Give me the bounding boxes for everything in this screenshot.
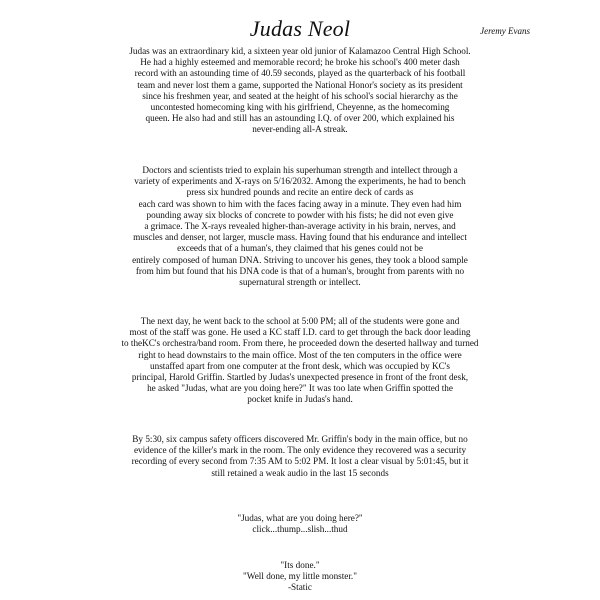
text-line: a grimace. The X-rays revealed higher-than-average activity in his brain, nerves, and (144, 221, 456, 232)
text-line: uncontested homecoming king with his girlfriend, Cheyenne, as the homecoming (150, 102, 450, 113)
text-line: muscles and denser, not larger, muscle mass. Having found that his endurance and intellect (133, 232, 467, 243)
dialogue-block (120, 513, 480, 535)
text-line: pocket knife in Judas's hand. (247, 394, 353, 405)
text-line: unstaffed apart from one computer at the front desk, which was occupied by KC's (150, 360, 450, 371)
document-title: Judas Neol (249, 16, 351, 41)
closing-dialogue-block (120, 560, 480, 594)
text-line: record with an astounding time of 40.59 seconds, played as the quarterback of his football (134, 68, 466, 79)
paragraph-4 (120, 434, 480, 479)
text-line: queen. He also had and still has an astounding I.Q. of over 200, which explained his (145, 113, 455, 124)
text-line: evidence of the killer's mark in the room. The only evidence they recovered was a security (133, 445, 467, 456)
author-name: Jeremy Evans (480, 26, 530, 36)
text-line: exceeds that of a human's, they claimed that his genes could not be (177, 243, 423, 254)
text-line: "Judas, what are you doing here?" (237, 513, 363, 523)
text-line: press six hundred pounds and recite an entire deck of cards as (186, 187, 414, 198)
text-line: supernatural strength or intellect. (239, 277, 361, 288)
text-line: most of the staff was gone. He used a KC staff I.D. card to get through the back door leading (129, 327, 471, 338)
text-line: pounding away six blocks of concrete to powder with his fists; he did not even give (146, 209, 454, 220)
text-line: "Well done, my little monster." (243, 571, 357, 582)
text-line: Judas was an extraordinary kid, a sixteen year old junior of Kalamazoo Central High School. (129, 46, 471, 56)
text-line: never-ending all-A streak. (252, 124, 348, 135)
text-line: click...thump...slish...thud (252, 524, 348, 535)
text-line: each card was shown to him with the faces facing away in a minute. They even had him (138, 198, 462, 209)
text-line: Doctors and scientists tried to explain his superhuman strength and intellect through a (142, 165, 458, 175)
text-line: "Its done." (280, 560, 320, 570)
text-line: since his freshmen year, and seated at the height of his school's social hierarchy as the (142, 90, 458, 101)
text-line: to theKC's orchestra/band room. From there, he proceeded down the deserted hallway and turned (121, 338, 479, 349)
text-line: team and never lost them a game, supported the National Honor's society as its president (137, 79, 463, 90)
text-line: still retained a weak audio in the last 15 seconds (211, 467, 389, 478)
text-line: entirely composed of human DNA. Striving to uncover his genes, they took a blood sample (132, 254, 468, 265)
paragraph-1 (120, 46, 480, 136)
paragraph-2 (120, 165, 480, 288)
text-line: from him but found that his DNA code is that of a human's, brought from parents with no (135, 265, 465, 276)
text-line: right to head downstairs to the main office. Most of the ten computers in the office were (138, 349, 462, 360)
text-line: recording of every second from 7:35 AM to 5:02 PM. It lost a clear visual by 5:01:45, but it (131, 456, 469, 467)
text-line: By 5:30, six campus safety officers discovered Mr. Griffin's body in the main office, but no (132, 434, 468, 444)
text-line: principal, Harold Griffin. Startled by Judas's unexpected presence in front of the front desk, (131, 372, 469, 383)
text-line: -Static (288, 582, 312, 593)
text-line: The next day, he went back to the school at 5:00 PM; all of the students were gone and (140, 316, 460, 326)
text-line: he asked "Judas, what are you doing here?" It was too late when Griffin spotted the (147, 383, 453, 394)
text-line: variety of experiments and X-rays on 5/16/2032. Among the experiments, he had to bench (134, 176, 466, 187)
paragraph-3 (120, 316, 480, 406)
text-line: He had a highly esteemed and memorable record; he broke his school's 400 meter dash (140, 57, 460, 68)
